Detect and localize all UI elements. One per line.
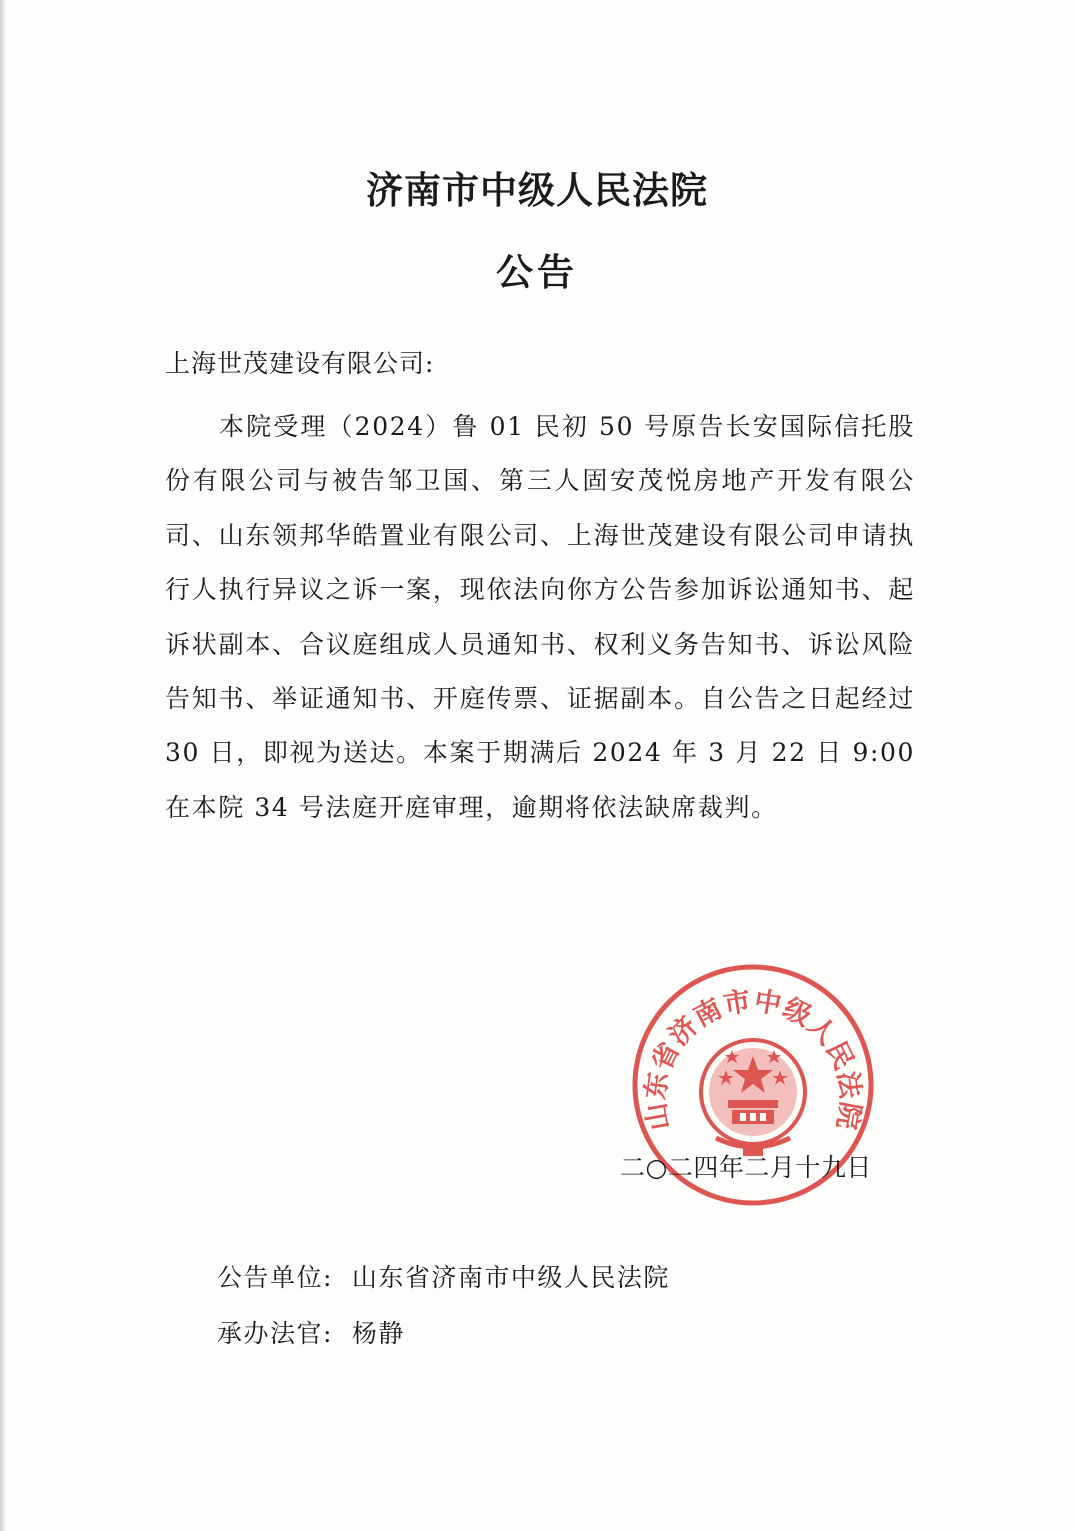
seal-text: 山东省济南市中级人民法院 (640, 985, 866, 1133)
court-title: 济南市中级人民法院 (366, 168, 708, 212)
scan-edge-shadow (0, 0, 6, 1531)
notice-title: 公告 (496, 250, 578, 294)
judge-label: 承办法官: (217, 1319, 333, 1348)
unit-label: 公告单位: (217, 1263, 333, 1292)
national-emblem (701, 1040, 805, 1156)
addressee: 上海世茂建设有限公司: (165, 349, 435, 378)
footer-unit (217, 1258, 670, 1294)
notice-body: 本院受理（2024）鲁 01 民初 50 号原告长安国际信托股份有限公司与被告邹卫国、第三人固安茂悦房地产开发有限公司、山东领邦华皓置业有限公司、上海世茂建设有限公司申请执行人执行异议之诉一案，现依法向你方公告参加诉讼通知书、起诉状副本、合议庭组成人员通知书、权利义务告知书、诉讼风险告知书、举证通知书、开庭传票、证据副本。自公告之日起经过 30 日，即视为送达。本案于期满后 2024 年 3 月 22 日 9:00 在本院 34 号法庭开庭审理，逾期将依法缺席裁判。 (165, 412, 915, 822)
unit-value: 山东省济南市中级人民法院 (351, 1263, 670, 1292)
footer-judge (217, 1314, 405, 1350)
judge-value: 杨静 (351, 1319, 405, 1348)
issue-date: 二○二四年二月十九日 (620, 1153, 872, 1182)
